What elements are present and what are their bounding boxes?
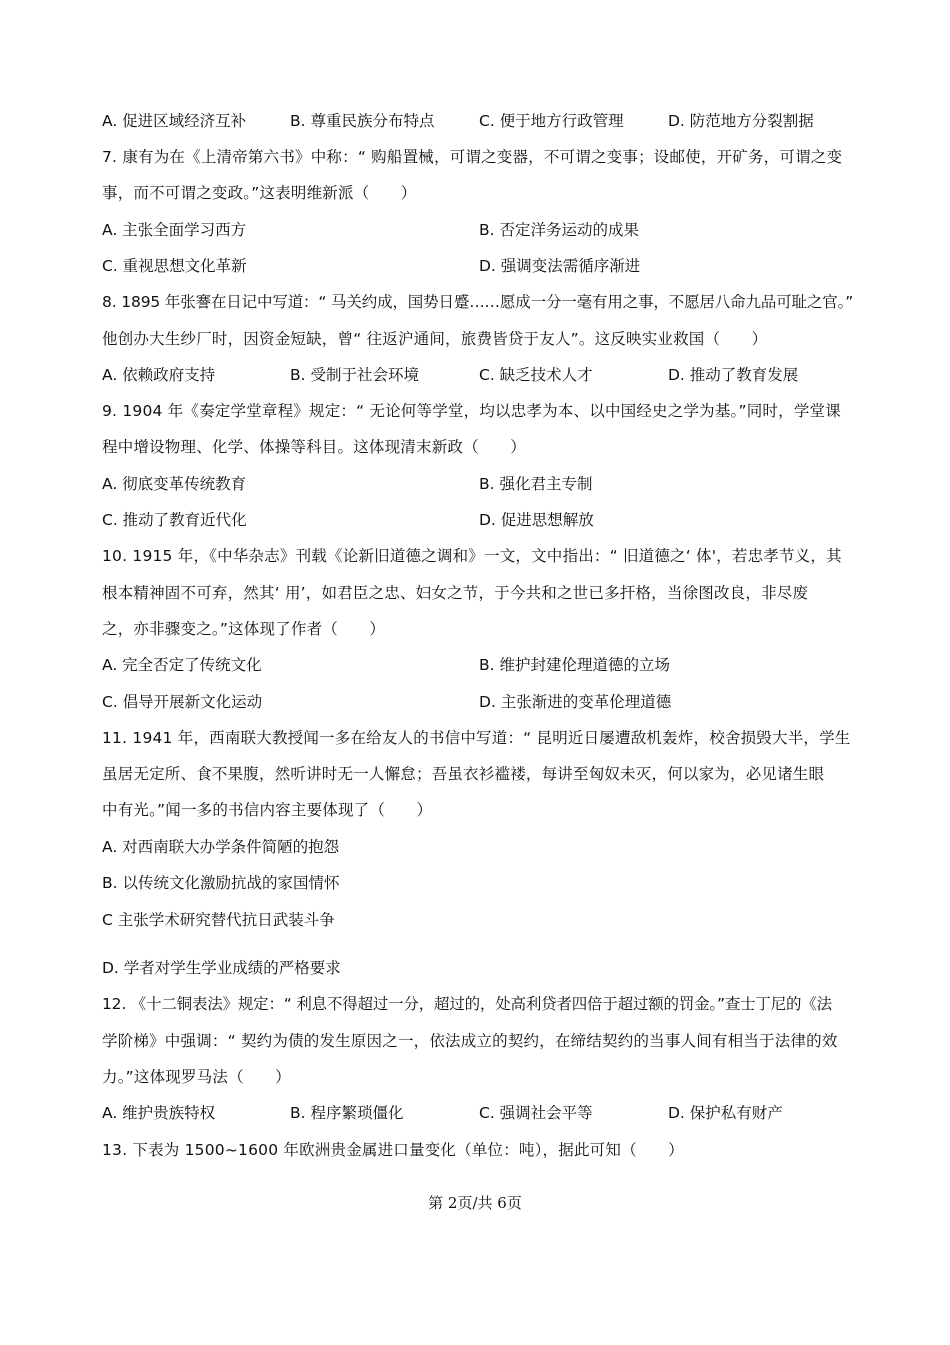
q7-option-a[interactable]: A. 主张全面学习西方 bbox=[102, 221, 247, 239]
q11-option-b[interactable]: B. 以传统文化激励抗战的家国情怀 bbox=[102, 874, 340, 892]
q8-option-a[interactable]: A. 依赖政府支持 bbox=[102, 366, 216, 384]
q9-option-a[interactable]: A. 彻底变革传统教育 bbox=[102, 475, 247, 493]
q8-stem-line-2: 他创办大生纱厂时，因资金短缺，曾“ 往返沪通间，旅费皆贷于友人”。这反映实业救国（ ） bbox=[102, 330, 768, 348]
q6-option-d[interactable]: D. 防范地方分裂割据 bbox=[668, 112, 814, 130]
q9-stem-line-1: 9. 1904 年《奏定学堂章程》规定：“ 无论何等学堂，均以忠孝为本、以中国经史之学为基。”同时，学堂课 bbox=[102, 402, 841, 420]
q12-stem-line-1: 12. 《十二铜表法》规定：“ 利息不得超过一分，超过的，处高利贷者四倍于超过额的罚金。”查士丁尼的《法 bbox=[102, 995, 832, 1013]
q10-stem-line-1: 10. 1915 年，《中华杂志》刊载《论新旧道德之调和》一文，文中指出：“ 旧道德之‘ 体'，若忠孝节义，其 bbox=[102, 547, 842, 565]
q10-option-a[interactable]: A. 完全否定了传统文化 bbox=[102, 656, 262, 674]
q6-option-b[interactable]: B. 尊重民族分布特点 bbox=[290, 112, 435, 130]
q6-option-a[interactable]: A. 促进区域经济互补 bbox=[102, 112, 247, 130]
q12-option-c[interactable]: C. 强调社会平等 bbox=[479, 1104, 593, 1122]
q12-stem-line-3: 力。”这体现罗马法（ ） bbox=[102, 1068, 291, 1086]
q11-stem-line-3: 中有光。”闻一多的书信内容主要体现了（ ） bbox=[102, 801, 433, 819]
q12-option-d[interactable]: D. 保护私有财产 bbox=[668, 1104, 783, 1122]
q8-option-c[interactable]: C. 缺乏技术人才 bbox=[479, 366, 593, 384]
page-number: 第 2页/共 6页 bbox=[428, 1194, 522, 1212]
q11-option-c[interactable]: C 主张学术研究替代抗日武装斗争 bbox=[102, 911, 335, 929]
q10-option-b[interactable]: B. 维护封建伦理道德的立场 bbox=[479, 656, 670, 674]
q11-stem-line-2: 虽居无定所、食不果腹，然听讲时无一人懈怠；吾虽衣衫褴褛，每讲至匈奴未灭，何以家为，必见诸生眼 bbox=[102, 765, 825, 783]
q8-stem-line-1: 8. 1895 年张謇在日记中写道：“ 马关约成，国势日蹙……愿成一分一毫有用之事，不愿居八命九品可耻之官。” bbox=[102, 293, 854, 311]
q6-option-c[interactable]: C. 便于地方行政管理 bbox=[479, 112, 624, 130]
q12-option-a[interactable]: A. 维护贵族特权 bbox=[102, 1104, 216, 1122]
q10-stem-line-3: 之，亦非骤变之。”这体现了作者（ ） bbox=[102, 620, 386, 638]
q7-stem-line-2: 事，而不可谓之变政。”这表明维新派（ ） bbox=[102, 184, 417, 202]
q13-stem-line-1: 13. 下表为 1500~1600 年欧洲贵金属进口量变化（单位：吨），据此可知（ ） bbox=[102, 1141, 684, 1159]
q11-option-d[interactable]: D. 学者对学生学业成绩的严格要求 bbox=[102, 959, 341, 977]
q9-option-b[interactable]: B. 强化君主专制 bbox=[479, 475, 593, 493]
q8-option-d[interactable]: D. 推动了教育发展 bbox=[668, 366, 799, 384]
q7-option-b[interactable]: B. 否定洋务运动的成果 bbox=[479, 221, 639, 239]
q7-stem-line-1: 7. 康有为在《上清帝第六书》中称：“ 购船置械，可谓之变器，不可谓之变事；设邮使，开矿务，可谓之变 bbox=[102, 148, 843, 166]
q9-stem-line-2: 程中增设物理、化学、体操等科目。这体现清末新政（ ） bbox=[102, 438, 526, 456]
q10-option-d[interactable]: D. 主张渐进的变革伦理道德 bbox=[479, 693, 672, 711]
q7-option-c[interactable]: C. 重视思想文化革新 bbox=[102, 257, 247, 275]
q11-option-a[interactable]: A. 对西南联大办学条件简陋的抱怨 bbox=[102, 838, 340, 856]
q10-stem-line-2: 根本精神固不可弃，然其‘ 用’，如君臣之忠、妇女之节，于今共和之世已多扞格，当徐图改良，非尽废 bbox=[102, 584, 809, 602]
q11-stem-line-1: 11. 1941 年，西南联大教授闻一多在给友人的书信中写道：“ 昆明近日屡遭敌机轰炸，校舍损毁大半，学生 bbox=[102, 729, 851, 747]
q12-stem-line-2: 学阶梯》中强调：“ 契约为债的发生原因之一，依法成立的契约，在缔结契约的当事人间有相当于法律的效 bbox=[102, 1032, 838, 1050]
q12-option-b[interactable]: B. 程序繁琐僵化 bbox=[290, 1104, 404, 1122]
q9-option-d[interactable]: D. 促进思想解放 bbox=[479, 511, 594, 529]
q8-option-b[interactable]: B. 受制于社会环境 bbox=[290, 366, 419, 384]
q10-option-c[interactable]: C. 倡导开展新文化运动 bbox=[102, 693, 263, 711]
q9-option-c[interactable]: C. 推动了教育近代化 bbox=[102, 511, 247, 529]
q7-option-d[interactable]: D. 强调变法需循序渐进 bbox=[479, 257, 641, 275]
